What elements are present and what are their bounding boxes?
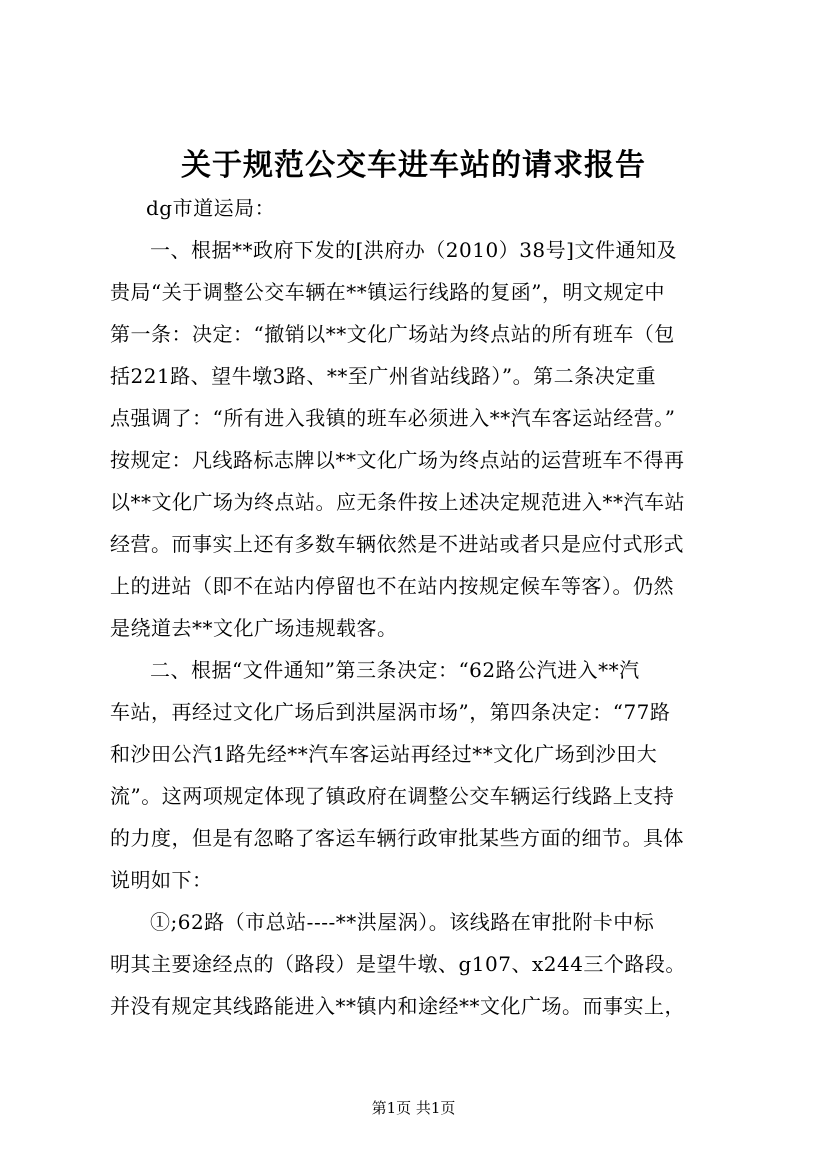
paragraph-line: 明其主要途经点的（路段）是望牛墩、g107、x244三个路段。 [110,952,686,976]
paragraph-line: 上的进站（即不在站内停留也不在站内按规定候车等客）。仍然 [110,574,674,598]
paragraph-line: 和沙田公汽1路先经**汽车客运站再经过**文化广场到沙田大 [110,742,658,766]
paragraph-line: 二、根据“文件通知”第三条决定：“62路公汽进入**汽 [150,658,640,682]
paragraph-line: 的力度，但是有忽略了客运车辆行政审批某些方面的细节。具体 [110,826,684,850]
paragraph-line: 第一条：决定：“撤销以**文化广场站为终点站的所有班车（包 [110,322,675,346]
paragraph-line: 是绕道去**文化广场违规载客。 [110,616,398,640]
paragraph-line: 流”。这两项规定体现了镇政府在调整公交车辆运行线路上支持 [110,784,675,808]
paragraph-line: 贵局“关于调整公交车辆在**镇运行线路的复函”，明文规定中 [110,280,665,304]
paragraph-line: 点强调了：“所有进入我镇的班车必须进入**汽车客运站经营。” [110,406,676,430]
paragraph-line: 车站，再经过文化广场后到洪屋涡市场”，第四条决定：“77路 [110,700,671,724]
paragraph-line: ①;62路（市总站----**洪屋涡）。该线路在审批附卡中标 [150,910,655,934]
paragraph-line: 说明如下： [110,868,213,892]
document-title: 关于规范公交车进车站的请求报告 [181,148,646,183]
paragraph-line: 括221路、望牛墩3路、**至广州省站线路）”。第二条决定重 [110,364,657,388]
paragraph-line: 并没有规定其线路能进入**镇内和途经**文化广场。而事实上， [110,994,685,1018]
paragraph-line: 一、根据**政府下发的[洪府办（2010）38号]文件通知及 [150,238,677,262]
paragraph-line: 按规定：凡线路标志牌以**文化广场为终点站的运营班车不得再 [110,448,685,472]
page-footer: 第1页 共1页 [371,1099,456,1117]
paragraph-line: 以**文化广场为终点站。应无条件按上述决定规范进入**汽车站 [110,490,685,514]
paragraph-line: 经营。而事实上还有多数车辆依然是不进站或者只是应付式形式 [110,532,684,556]
salutation: dg市道运局： [146,196,276,220]
